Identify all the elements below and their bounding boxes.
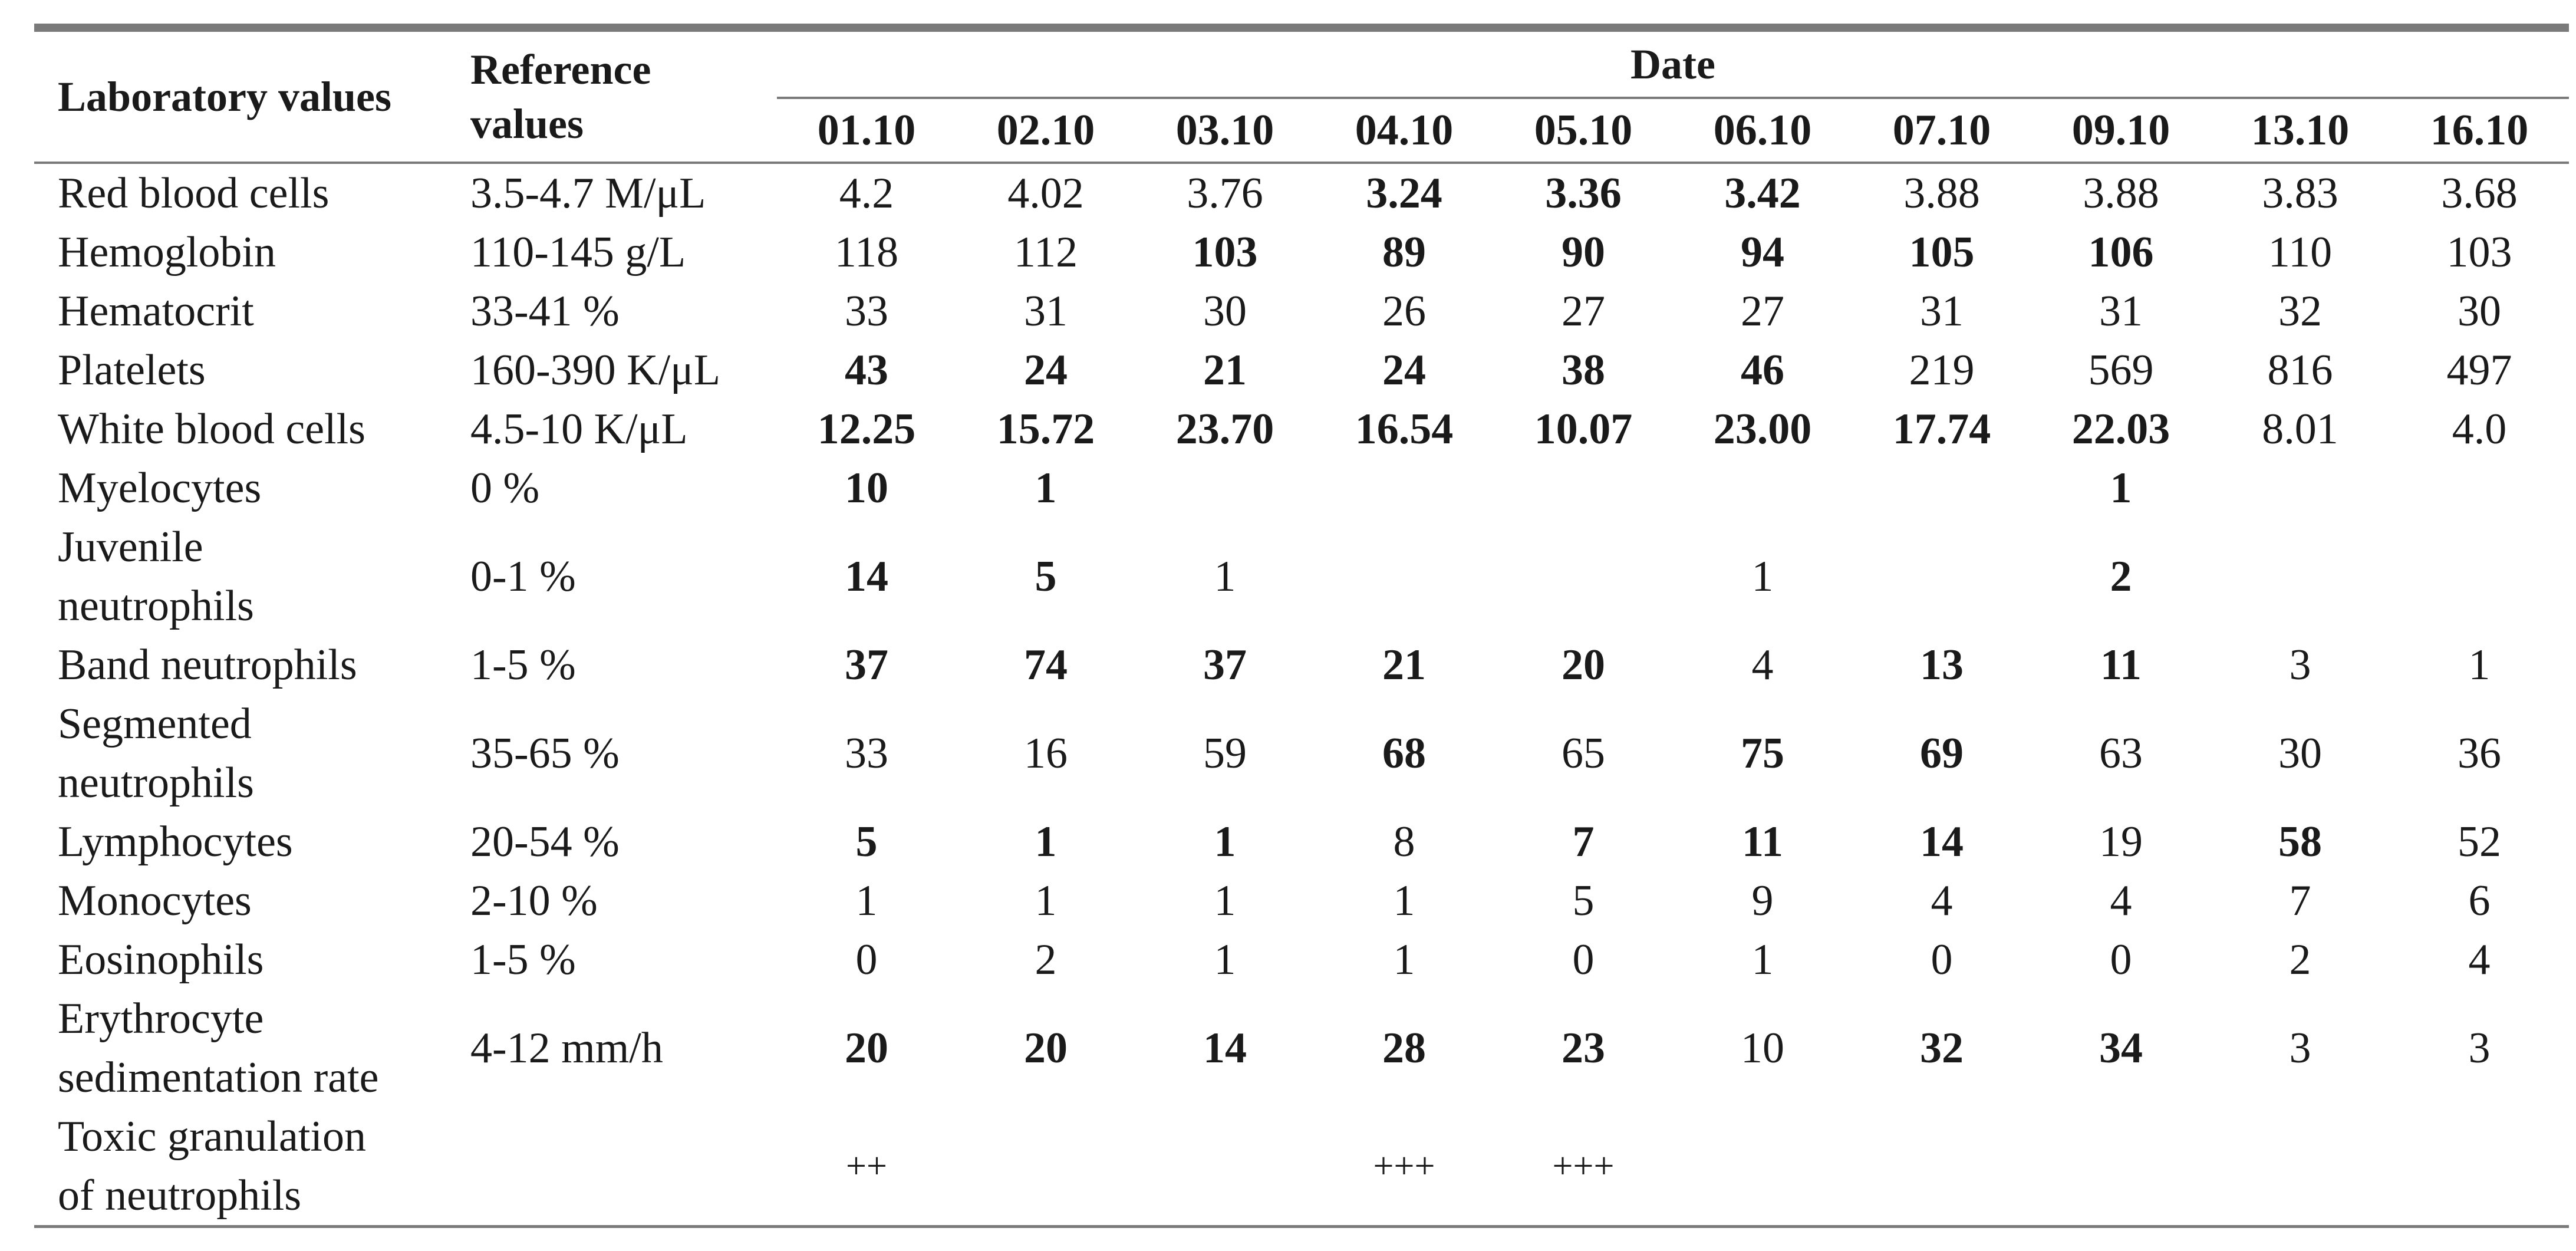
value-cell: 75 (1741, 729, 1784, 778)
row-reference: 33-41 % (470, 287, 620, 335)
header-date-group: Date (777, 32, 2569, 98)
value-cell: 3 (2289, 1024, 2311, 1072)
value-cell: 105 (1909, 228, 1975, 276)
row-label: Monocytes (58, 877, 252, 925)
row-reference: 160-390 K/μL (470, 346, 721, 394)
value-cell: 33 (845, 287, 888, 335)
value-cell (1135, 459, 1315, 518)
lab-table-sheet (34, 24, 2569, 1228)
value-cell: 63 (2099, 729, 2143, 778)
table-row (34, 1107, 2569, 1225)
table-row (34, 341, 2569, 400)
value-cell: ++ (846, 1146, 887, 1186)
row-reference: 3.5-4.7 M/μL (470, 169, 706, 218)
value-cell: 10 (845, 464, 888, 512)
value-cell (1494, 459, 1673, 518)
header-date: 04.10 (1315, 98, 1494, 163)
value-cell: 12.25 (817, 405, 916, 453)
value-cell: 4.02 (1007, 169, 1084, 218)
row-label: Segmented neutrophils (58, 700, 254, 807)
top-rule (34, 24, 2569, 32)
value-cell: 19 (2099, 818, 2143, 866)
value-cell: 21 (1203, 346, 1247, 394)
row-reference: 1-5 % (470, 641, 576, 689)
header-date: 05.10 (1494, 98, 1673, 163)
value-cell: 3.83 (2262, 169, 2338, 218)
value-cell: 32 (2278, 287, 2322, 335)
value-cell: 31 (2099, 287, 2143, 335)
row-label: Myelocytes (58, 464, 262, 512)
value-cell: 20 (1562, 641, 1605, 689)
value-cell: 3 (2468, 1024, 2491, 1072)
table-row (34, 812, 2569, 871)
value-cell: 24 (1382, 346, 1426, 394)
value-cell: 27 (1562, 287, 1605, 335)
value-cell: 1 (1214, 877, 1236, 925)
table-row (34, 636, 2569, 694)
value-cell: 26 (1382, 287, 1426, 335)
header-date: 07.10 (1852, 98, 2031, 163)
value-cell: 31 (1024, 287, 1068, 335)
value-cell: 30 (1203, 287, 1247, 335)
value-cell: 36 (2458, 729, 2502, 778)
table-row (34, 871, 2569, 930)
value-cell (2390, 459, 2569, 518)
value-cell: 38 (1562, 346, 1605, 394)
value-cell: 3.76 (1187, 169, 1263, 218)
table-row (34, 282, 2569, 341)
value-cell (2390, 518, 2569, 636)
value-cell: 112 (1013, 228, 1078, 276)
value-cell (1315, 518, 1494, 636)
value-cell: 37 (845, 641, 888, 689)
value-cell: 33 (845, 729, 888, 778)
value-cell: 0 (2110, 936, 2132, 984)
value-cell: +++ (1373, 1146, 1435, 1186)
row-reference: 2-10 % (470, 877, 598, 925)
value-cell (1315, 459, 1494, 518)
value-cell: 10.07 (1534, 405, 1633, 453)
value-cell: 74 (1024, 641, 1068, 689)
value-cell: 3.88 (1903, 169, 1980, 218)
value-cell (956, 1107, 1135, 1225)
row-label: Band neutrophils (58, 641, 357, 689)
value-cell: 7 (2289, 877, 2311, 925)
value-cell: 1 (2468, 641, 2491, 689)
header-laboratory-values: Laboratory values (34, 32, 447, 163)
value-cell: 4.0 (2452, 405, 2507, 453)
value-cell: 65 (1562, 729, 1605, 778)
row-label: Toxic granulation of neutrophils (58, 1112, 366, 1220)
value-cell (2031, 1107, 2211, 1225)
table-body (34, 163, 2569, 1225)
value-cell: 46 (1741, 346, 1784, 394)
header-date: 01.10 (777, 98, 956, 163)
table-row (34, 694, 2569, 812)
value-cell: 1 (2110, 464, 2132, 512)
value-cell: 10 (1741, 1024, 1784, 1072)
row-reference: 1-5 % (470, 936, 576, 984)
value-cell (1673, 459, 1852, 518)
value-cell: 16.54 (1355, 405, 1454, 453)
value-cell: 106 (2088, 228, 2154, 276)
value-cell: 23.00 (1713, 405, 1812, 453)
value-cell: 17.74 (1892, 405, 1991, 453)
value-cell: 2 (1035, 936, 1057, 984)
value-cell: 22.03 (2071, 405, 2170, 453)
value-cell: 6 (2468, 877, 2491, 925)
row-label: Hematocrit (58, 287, 254, 335)
value-cell: 4 (2110, 877, 2132, 925)
value-cell: 3.24 (1366, 169, 1442, 218)
value-cell (1852, 518, 2031, 636)
value-cell: 15.72 (996, 405, 1095, 453)
value-cell: 89 (1382, 228, 1426, 276)
value-cell: 1 (1035, 464, 1057, 512)
value-cell: 5 (855, 818, 878, 866)
table-row (34, 400, 2569, 459)
table-row (34, 223, 2569, 282)
value-cell: 14 (845, 552, 888, 601)
value-cell: 69 (1920, 729, 1964, 778)
value-cell: 1 (1751, 552, 1774, 601)
header-date: 06.10 (1673, 98, 1852, 163)
value-cell: 4 (1931, 877, 1953, 925)
value-cell: 32 (1920, 1024, 1964, 1072)
header-date: 02.10 (956, 98, 1135, 163)
value-cell: 9 (1751, 877, 1774, 925)
value-cell: 3.88 (2083, 169, 2159, 218)
row-label: Eosinophils (58, 936, 264, 984)
value-cell: 21 (1382, 641, 1426, 689)
value-cell: 5 (1035, 552, 1057, 601)
value-cell: 1 (1214, 818, 1236, 866)
row-reference: 4.5-10 K/μL (470, 405, 688, 453)
value-cell: 569 (2088, 346, 2154, 394)
value-cell: 23.70 (1175, 405, 1274, 453)
row-reference: 4-12 mm/h (470, 1024, 663, 1072)
table-row (34, 459, 2569, 518)
value-cell: 20 (1024, 1024, 1068, 1072)
header-date: 09.10 (2031, 98, 2211, 163)
value-cell: 110 (2268, 228, 2333, 276)
header-date: 03.10 (1135, 98, 1315, 163)
value-cell: 14 (1203, 1024, 1247, 1072)
value-cell: 3 (2289, 641, 2311, 689)
value-cell (1494, 518, 1673, 636)
value-cell: 0 (1572, 936, 1595, 984)
value-cell (1852, 459, 2031, 518)
header-reference-line1: Reference (470, 46, 651, 93)
value-cell: 2 (2110, 552, 2132, 601)
value-cell: 3.36 (1545, 169, 1622, 218)
value-cell: +++ (1552, 1146, 1615, 1186)
value-cell: 27 (1741, 287, 1784, 335)
value-cell: 16 (1024, 729, 1068, 778)
row-reference: 35-65 % (470, 729, 620, 778)
value-cell: 20 (845, 1024, 888, 1072)
value-cell: 3.42 (1724, 169, 1801, 218)
value-cell: 103 (2446, 228, 2512, 276)
value-cell: 28 (1382, 1024, 1426, 1072)
row-reference: 0-1 % (470, 552, 576, 601)
value-cell: 13 (1920, 641, 1964, 689)
table-row (34, 163, 2569, 223)
value-cell: 1 (855, 877, 878, 925)
value-cell: 23 (1562, 1024, 1605, 1072)
value-cell: 2 (2289, 936, 2311, 984)
value-cell: 0 (855, 936, 878, 984)
table-row (34, 518, 2569, 636)
header-date: 13.10 (2211, 98, 2390, 163)
value-cell: 0 (1931, 936, 1953, 984)
value-cell: 52 (2458, 818, 2502, 866)
value-cell: 118 (834, 228, 899, 276)
value-cell: 103 (1192, 228, 1258, 276)
value-cell: 34 (2099, 1024, 2143, 1072)
value-cell: 1 (1035, 877, 1057, 925)
value-cell: 1 (1393, 877, 1415, 925)
value-cell: 11 (2100, 641, 2142, 689)
value-cell: 43 (845, 346, 888, 394)
header-date: 16.10 (2390, 98, 2569, 163)
value-cell: 4 (2468, 936, 2491, 984)
header-reference-line2: values (470, 100, 584, 147)
row-label: Erythrocyte sedimentation rate (58, 995, 379, 1102)
value-cell: 1 (1214, 552, 1236, 601)
value-cell: 497 (2446, 346, 2512, 394)
value-cell: 8 (1393, 818, 1415, 866)
row-label: Platelets (58, 346, 206, 394)
value-cell: 1 (1751, 936, 1774, 984)
value-cell (2390, 1107, 2569, 1225)
value-cell (1852, 1107, 2031, 1225)
value-cell: 24 (1024, 346, 1068, 394)
value-cell: 37 (1203, 641, 1247, 689)
value-cell: 8.01 (2262, 405, 2338, 453)
value-cell: 1 (1214, 936, 1236, 984)
value-cell: 4 (1751, 641, 1774, 689)
value-cell: 90 (1562, 228, 1605, 276)
row-reference: 0 % (470, 464, 540, 512)
value-cell (2211, 459, 2390, 518)
value-cell: 11 (1742, 818, 1783, 866)
table-row (34, 989, 2569, 1107)
table-header (34, 32, 2569, 163)
row-reference (447, 1107, 777, 1225)
row-label: Hemoglobin (58, 228, 276, 276)
row-reference: 20-54 % (470, 818, 620, 866)
row-label: Juvenile neutrophils (58, 523, 254, 630)
value-cell: 1 (1393, 936, 1415, 984)
value-cell: 68 (1382, 729, 1426, 778)
value-cell: 59 (1203, 729, 1247, 778)
row-reference: 110-145 g/L (470, 228, 686, 276)
value-cell (2211, 1107, 2390, 1225)
value-cell: 219 (1909, 346, 1975, 394)
value-cell: 58 (2278, 818, 2322, 866)
value-cell: 816 (2267, 346, 2333, 394)
value-cell: 1 (1035, 818, 1057, 866)
value-cell (2211, 518, 2390, 636)
value-cell (1135, 1107, 1315, 1225)
lab-values-table (34, 32, 2569, 1225)
bottom-rule (34, 1225, 2569, 1228)
value-cell (1673, 1107, 1852, 1225)
value-cell: 30 (2458, 287, 2502, 335)
value-cell: 5 (1572, 877, 1595, 925)
row-label: Red blood cells (58, 169, 330, 218)
row-label: White blood cells (58, 405, 365, 453)
value-cell: 7 (1572, 818, 1595, 866)
value-cell: 94 (1741, 228, 1784, 276)
row-label: Lymphocytes (58, 818, 293, 866)
value-cell: 14 (1920, 818, 1964, 866)
value-cell: 3.68 (2441, 169, 2518, 218)
value-cell: 31 (1920, 287, 1964, 335)
value-cell: 30 (2278, 729, 2322, 778)
header-reference-values (447, 32, 777, 163)
value-cell: 4.2 (839, 169, 894, 218)
table-row (34, 930, 2569, 989)
